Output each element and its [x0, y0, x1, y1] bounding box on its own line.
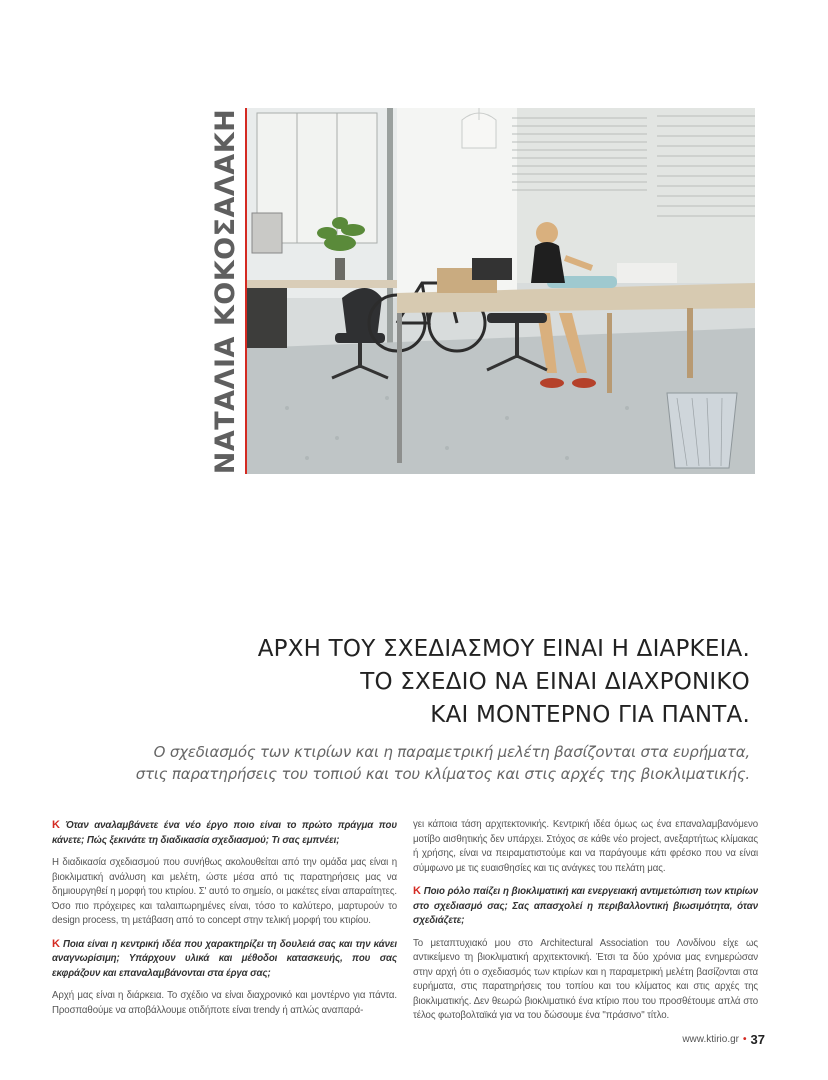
question-1-text: Όταν αναλαμβάνετε ένα νέο έργο ποιο είναι το πρώτο πράγμα που κάνετε; Πώς ξεκινάτε τη διαδικασία σχεδιασμού; Τι σας εμπνέει; [52, 820, 397, 846]
question-2-text: Ποια είναι η κεντρική ιδέα που χαρακτηρίζει τη δουλειά σας και την κάνει αναγνωρίσιμη; Υπάρχουν υλικά και μέθοδοι κατασκευής, που σας εκφράζουν και επαναλαμβάνονται στα έργα σας; [52, 938, 397, 979]
question-marker: Κ [52, 819, 60, 831]
headline-line-2: ΤΟ ΣΧΕΔΙΟ ΝΑ ΕΙΝΑΙ ΔΙΑΧΡΟΝΙΚΟ [360, 669, 750, 695]
answer-1: Η διαδικασία σχεδιασμού που συνήθως ακολουθείται από την ομάδα μας είναι η βιοκλιματική ανάλυση και μελέτη, ώστε μέσα από τις παρατηρήσεις μας να δημιουργηθεί η μορφή του κτιρίου. Σ' αυτό το σημείο, οι μακέτες είναι απαραίτητες. Όσο πιο πρόχειρες και ταλαιπωρημένες είναι, τόσο το καλύτερο, μαρτυρούν το design process, τη μετάβαση από το concept στην τελική μορφή του κτιρίου. [52, 857, 397, 926]
subheadline [136, 741, 750, 785]
office-photo [247, 108, 755, 474]
subheadline-line-1: Ο σχεδιασμός των κτιρίων και η παραμετρική μελέτη βασίζονται στα ευρήματα, [153, 743, 750, 761]
page-footer [682, 1032, 765, 1047]
question-3 [413, 884, 758, 929]
question-marker: Κ [52, 937, 60, 950]
right-column [413, 818, 758, 1032]
headline-line-1: ΑΡΧΗ ΤΟΥ ΣΧΕΔΙΑΣΜΟΥ ΕΙΝΑΙ Η ΔΙΑΡΚΕΙΑ. [257, 636, 750, 662]
subheadline-line-2: στις παρατηρήσεις του τοπιού και του κλίματος και στις αρχές της βιοκλιματικής. [135, 765, 750, 783]
answer-3: Το μεταπτυχιακό μου στο Architectural Association του Λονδίνου είχε ως αντικείμενο τη βιοκλιματική αρχιτεκτονική. Έτσι τα δύο χρόνια μας ενημερώσαν στην αρχή ότι ο σχεδιασμός των κτιρίων και η παραμετρική μελέτη βασίζονται στα ευρήματα, στις παρατηρήσεις του τοπίου και του κλίματος και στις αρχές της βιοκλιματικής. Δεν θεωρώ βιοκλιματικό ένα κτίριο που του προσθέτουμε απλά στο τέλος φωτοβολταϊκά για να του δώσουμε ένα "πράσινο" τίτλο. [413, 937, 758, 1021]
office-photo-illustration [247, 108, 755, 474]
interviewee-name: ΝΑΤΑΛΙΑ ΚΟΚΟΣΑΛΑΚΗ [210, 108, 242, 474]
page-number: 37 [750, 1032, 765, 1047]
headline [258, 633, 750, 732]
left-column [52, 818, 397, 1026]
interviewee-name-vertical [207, 108, 245, 474]
question-1 [52, 818, 397, 848]
website-url: www.ktirio.gr [682, 1034, 740, 1045]
question-2 [52, 937, 397, 982]
headline-line-3: ΚΑΙ ΜΟΝΤΕΡΝΟ ΓΙΑ ΠΑΝΤΑ. [430, 702, 750, 728]
answer-2-continued: γει κάποια τάση αρχιτεκτονικής. Κεντρική ιδέα όμως ως ένα επαναλαμβανόμενο μοτίβο αισθητικής δεν υπάρχει. Στόχος σε κάθε νέο project, ανεξαρτήτως κλίμακας ή χρήσης, είναι να πειραματιστούμε και να παράγουμε κάτι φρέσκο που να είναι σύμφωνο με τις ευαισθησίες και τις ανάγκες του πελάτη μας. [413, 819, 758, 874]
question-marker: Κ [413, 885, 421, 897]
answer-2: Αρχή μας είναι η διάρκεια. Το σχέδιο να είναι διαχρονικό και μοντέρνο για πάντα. Προσπαθούμε να αποβάλλουμε οτιδήποτε είναι trendy ή απλώς αναπαρά- [52, 990, 397, 1016]
footer-bullet: • [743, 1034, 747, 1045]
question-3-text: Ποιο ρόλο παίζει η βιοκλιματική και ενεργειακή αντιμετώπιση των κτιρίων στο σχεδιασμό σας; Σας απασχολεί η περιβαλλοντική βιωσιμότητα, όταν σχεδιάζετε; [413, 886, 758, 926]
